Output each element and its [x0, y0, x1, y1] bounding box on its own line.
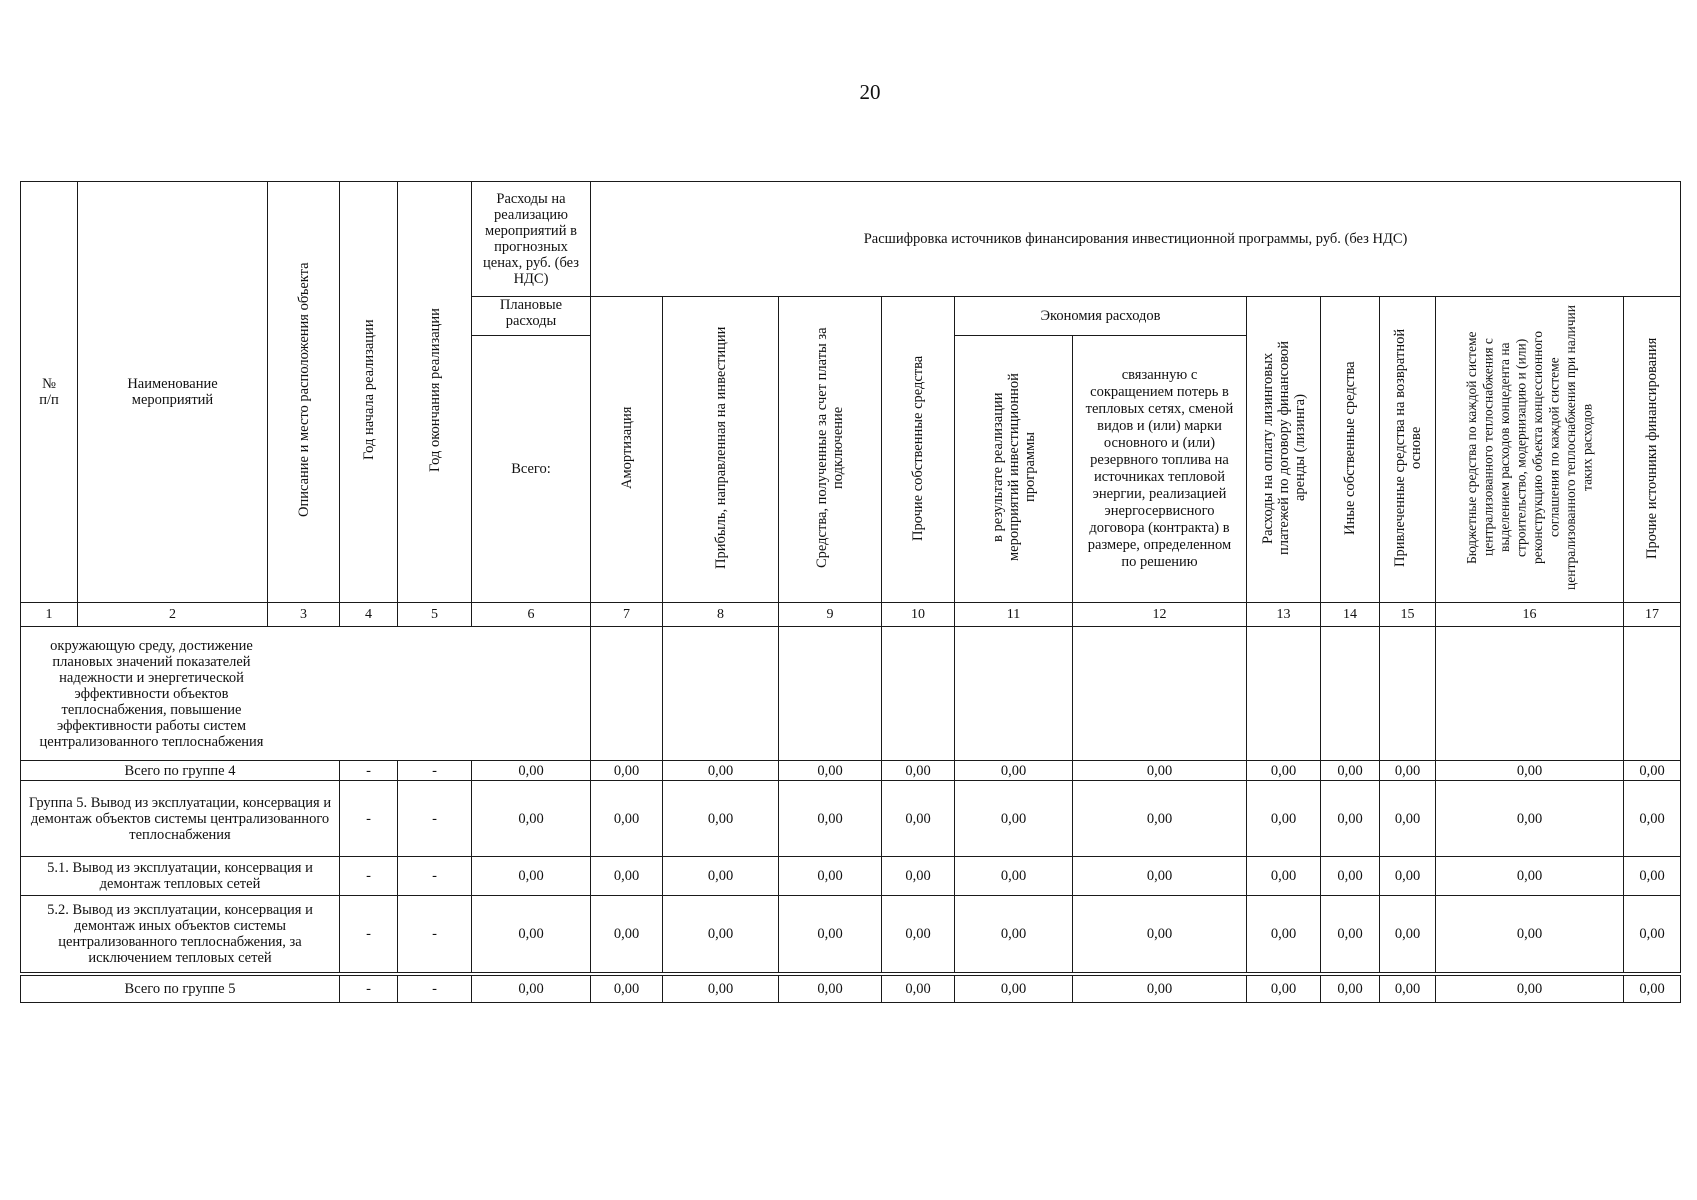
- header-total-label: Всего:: [511, 461, 551, 477]
- empty-cell-col-9: [779, 627, 882, 761]
- column-number-6: 6: [472, 603, 591, 627]
- value-cell-col-9: 0,00: [779, 857, 882, 896]
- end-year-cell: -: [398, 781, 472, 857]
- row-label-cell: [21, 781, 340, 857]
- value-cell-col-10: 0,00: [882, 976, 955, 1003]
- empty-cell-col-12: [1073, 627, 1247, 761]
- header-savings-losses: [1073, 336, 1247, 603]
- start-year-cell: -: [340, 781, 398, 857]
- column-number-13: 13: [1247, 603, 1321, 627]
- row-label: Группа 5. Вывод из эксплуатации, консервация и демонтаж объектов системы централизованного теплоснабжения: [28, 794, 332, 843]
- header-other-sources: [1624, 297, 1681, 603]
- row-label-cell: [21, 761, 340, 781]
- value-cell-col-15: 0,00: [1380, 781, 1436, 857]
- value-cell-col-7: 0,00: [591, 857, 663, 896]
- column-number-2: 2: [78, 603, 268, 627]
- page-number: 20: [859, 80, 881, 104]
- value-cell-col-9: 0,00: [779, 896, 882, 973]
- value-cell-col-11: 0,00: [955, 976, 1073, 1003]
- row-label: 5.1. Вывод из эксплуатации, консервация и демонтаж тепловых сетей: [47, 860, 313, 892]
- value-cell-col-13: 0,00: [1247, 857, 1321, 896]
- value-cell-col-11: 0,00: [955, 761, 1073, 781]
- value-cell-col-17: 0,00: [1624, 976, 1681, 1003]
- column-number-4: 4: [340, 603, 398, 627]
- header-number-label: № п/п: [39, 376, 59, 408]
- header-savings-program: [955, 336, 1073, 603]
- header-amortization-label: Амортизация: [618, 406, 635, 489]
- empty-cell-col-16: [1436, 627, 1624, 761]
- value-cell-col-12: 0,00: [1073, 761, 1247, 781]
- header-connection-fee-label: Средства, полученные за счет платы за подключение: [814, 327, 846, 568]
- header-sources: [591, 182, 1681, 297]
- column-number-5: 5: [398, 603, 472, 627]
- value-cell-col-13: 0,00: [1247, 761, 1321, 781]
- table-row: [21, 761, 1681, 781]
- header-other-sources-label: Прочие источники финансирования: [1644, 336, 1661, 559]
- row-label: 5.2. Вывод из эксплуатации, консервация и демонтаж иных объектов системы централизованного теплоснабжения, за исключением тепловых сетей: [47, 902, 313, 966]
- value-cell-col-8: 0,00: [663, 857, 779, 896]
- value-cell-col-8: 0,00: [663, 761, 779, 781]
- header-description: [268, 182, 340, 603]
- header-other-own-funds: [1321, 297, 1380, 603]
- value-cell-col-11: 0,00: [955, 857, 1073, 896]
- value-cell-col-6: 0,00: [472, 896, 591, 973]
- value-cell-col-12: 0,00: [1073, 896, 1247, 973]
- header-budget: [1436, 297, 1624, 603]
- header-savings-label: Экономия расходов: [1040, 308, 1161, 324]
- header-borrowed-label: Привлеченные средства на возвратной основе: [1391, 328, 1424, 567]
- column-number-7: 7: [591, 603, 663, 627]
- table-row: [21, 976, 1681, 1003]
- value-cell-col-14: 0,00: [1321, 896, 1380, 973]
- header-leasing: [1247, 297, 1321, 603]
- value-cell-col-7: 0,00: [591, 976, 663, 1003]
- value-cell-col-8: 0,00: [663, 896, 779, 973]
- row-label: окружающую среду, достижение плановых значений показателей надежности и энергетической эффективности объектов теплоснабжения, повышение эффективности работы систем централизованного теплоснабжения: [39, 637, 264, 750]
- value-cell-col-16: 0,00: [1436, 976, 1624, 1003]
- header-description-label: Описание и место расположения объекта: [295, 262, 312, 518]
- value-cell-col-15: 0,00: [1380, 896, 1436, 973]
- column-number-1: 1: [21, 603, 78, 627]
- header-costs-label: Расходы на реализацию мероприятий в прогнозных ценах, руб. (без НДС): [483, 191, 579, 287]
- row-label: Всего по группе 4: [124, 762, 236, 779]
- column-number-17: 17: [1624, 603, 1681, 627]
- row-label-cell: [21, 857, 340, 896]
- value-cell-col-7: 0,00: [591, 761, 663, 781]
- empty-cell-col-13: [1247, 627, 1321, 761]
- start-year-cell: -: [340, 896, 398, 973]
- value-cell-col-15: 0,00: [1380, 976, 1436, 1003]
- header-budget-label: Бюджетные средства по каждой системе централизованного теплоснабжения с выделением расходов концедента на строительство, модернизацию и (или) реконструкцию объекта концессионного соглашения по каждой системе централизованного теплоснабжения при наличии таких расходов: [1463, 304, 1594, 590]
- value-cell-col-14: 0,00: [1321, 976, 1380, 1003]
- header-other-own-funds-label: Иные собственные средства: [1342, 360, 1358, 535]
- value-cell-col-17: 0,00: [1624, 857, 1681, 896]
- value-cell-col-16: 0,00: [1436, 781, 1624, 857]
- empty-cell-col-10: [882, 627, 955, 761]
- header-name-label: Наименование мероприятий: [127, 376, 218, 408]
- column-number-8: 8: [663, 603, 779, 627]
- value-cell-col-16: 0,00: [1436, 761, 1624, 781]
- header-name: [78, 182, 268, 603]
- end-year-cell: -: [398, 761, 472, 781]
- value-cell-col-14: 0,00: [1321, 781, 1380, 857]
- header-start-year: [340, 182, 398, 603]
- value-cell-col-6: 0,00: [472, 857, 591, 896]
- start-year-cell: -: [340, 976, 398, 1003]
- column-number-3: 3: [268, 603, 340, 627]
- header-other-own: [882, 297, 955, 603]
- column-number-14: 14: [1321, 603, 1380, 627]
- value-cell-col-11: 0,00: [955, 896, 1073, 973]
- empty-cell-col-11: [955, 627, 1073, 761]
- column-number-11: 11: [955, 603, 1073, 627]
- header-other-own-label: Прочие собственные средства: [910, 354, 926, 541]
- value-cell-col-10: 0,00: [882, 761, 955, 781]
- table-row: [21, 896, 1681, 973]
- value-cell-col-12: 0,00: [1073, 976, 1247, 1003]
- value-cell-col-10: 0,00: [882, 857, 955, 896]
- value-cell-col-10: 0,00: [882, 896, 955, 973]
- header-number: [21, 182, 78, 603]
- start-year-cell: -: [340, 857, 398, 896]
- value-cell-col-11: 0,00: [955, 781, 1073, 857]
- value-cell-col-17: 0,00: [1624, 896, 1681, 973]
- value-cell-col-9: 0,00: [779, 761, 882, 781]
- table-body-total: [21, 976, 1681, 1003]
- value-cell-col-16: 0,00: [1436, 857, 1624, 896]
- empty-cell-col-7: [591, 627, 663, 761]
- investment-table-total: [20, 975, 1681, 1003]
- value-cell-col-15: 0,00: [1380, 761, 1436, 781]
- header-end-year-label: Год окончания реализации: [426, 308, 443, 472]
- header-savings: [955, 297, 1247, 336]
- start-year-cell: -: [340, 761, 398, 781]
- row-label-cell: [21, 976, 340, 1003]
- header-borrowed: [1380, 297, 1436, 603]
- header-planned-label: Плановые расходы: [499, 297, 563, 329]
- column-number-16: 16: [1436, 603, 1624, 627]
- value-cell-col-17: 0,00: [1624, 761, 1681, 781]
- header-sources-label: Расшифровка источников финансирования инвестиционной программы, руб. (без НДС): [863, 231, 1408, 247]
- row-label-cell: [21, 896, 340, 973]
- value-cell-col-12: 0,00: [1073, 857, 1247, 896]
- header-savings-program-label: в результате реализации мероприятий инвестиционной программы: [989, 373, 1038, 561]
- value-cell-col-7: 0,00: [591, 896, 663, 973]
- header-total: [472, 336, 591, 603]
- investment-table: [20, 181, 1681, 973]
- end-year-cell: -: [398, 896, 472, 973]
- column-number-9: 9: [779, 603, 882, 627]
- column-number-15: 15: [1380, 603, 1436, 627]
- value-cell-col-13: 0,00: [1247, 896, 1321, 973]
- header-connection-fee: [779, 297, 882, 603]
- table-body: [21, 603, 1681, 973]
- value-cell-col-10: 0,00: [882, 781, 955, 857]
- header-savings-losses-label: связанную с сокращением потерь в тепловых сетях, сменой видов и (или) марки основного и (или) резервного топлива на источниках тепловой энергии, реализацией энергосервисного договора (контракта) в размере, определенном по решению: [1085, 367, 1234, 570]
- value-cell-col-9: 0,00: [779, 781, 882, 857]
- value-cell-col-6: 0,00: [472, 976, 591, 1003]
- value-cell-col-12: 0,00: [1073, 781, 1247, 857]
- table-row: [21, 781, 1681, 857]
- end-year-cell: -: [398, 857, 472, 896]
- value-cell-col-8: 0,00: [663, 976, 779, 1003]
- header-profit-label: Прибыль, направленная на инвестиции: [712, 326, 729, 569]
- row-label: Всего по группе 5: [124, 981, 236, 997]
- column-number-12: 12: [1073, 603, 1247, 627]
- row-label-cell: [21, 627, 591, 761]
- end-year-cell: -: [398, 976, 472, 1003]
- value-cell-col-17: 0,00: [1624, 781, 1681, 857]
- empty-cell-col-14: [1321, 627, 1380, 761]
- header-leasing-label: Расходы на оплату лизинговых платежей по договору финансовой аренды (лизинга): [1259, 340, 1308, 555]
- header-planned: [472, 297, 591, 336]
- value-cell-col-13: 0,00: [1247, 976, 1321, 1003]
- value-cell-col-6: 0,00: [472, 761, 591, 781]
- value-cell-col-15: 0,00: [1380, 857, 1436, 896]
- empty-cell-col-8: [663, 627, 779, 761]
- table-row: [21, 857, 1681, 896]
- empty-cell-col-15: [1380, 627, 1436, 761]
- value-cell-col-7: 0,00: [591, 781, 663, 857]
- header-costs: [472, 182, 591, 297]
- value-cell-col-13: 0,00: [1247, 781, 1321, 857]
- value-cell-col-9: 0,00: [779, 976, 882, 1003]
- empty-cell-col-17: [1624, 627, 1681, 761]
- table-row-continuation: [21, 627, 1681, 761]
- value-cell-col-8: 0,00: [663, 781, 779, 857]
- value-cell-col-16: 0,00: [1436, 896, 1624, 973]
- value-cell-col-14: 0,00: [1321, 857, 1380, 896]
- header-row-1: [21, 182, 1681, 297]
- header-end-year: [398, 182, 472, 603]
- column-number-10: 10: [882, 603, 955, 627]
- header-start-year-label: Год начала реализации: [360, 319, 377, 461]
- value-cell-col-14: 0,00: [1321, 761, 1380, 781]
- column-numbers-row: [21, 603, 1681, 627]
- header-amortization: [591, 297, 663, 603]
- value-cell-col-6: 0,00: [472, 781, 591, 857]
- header-profit: [663, 297, 779, 603]
